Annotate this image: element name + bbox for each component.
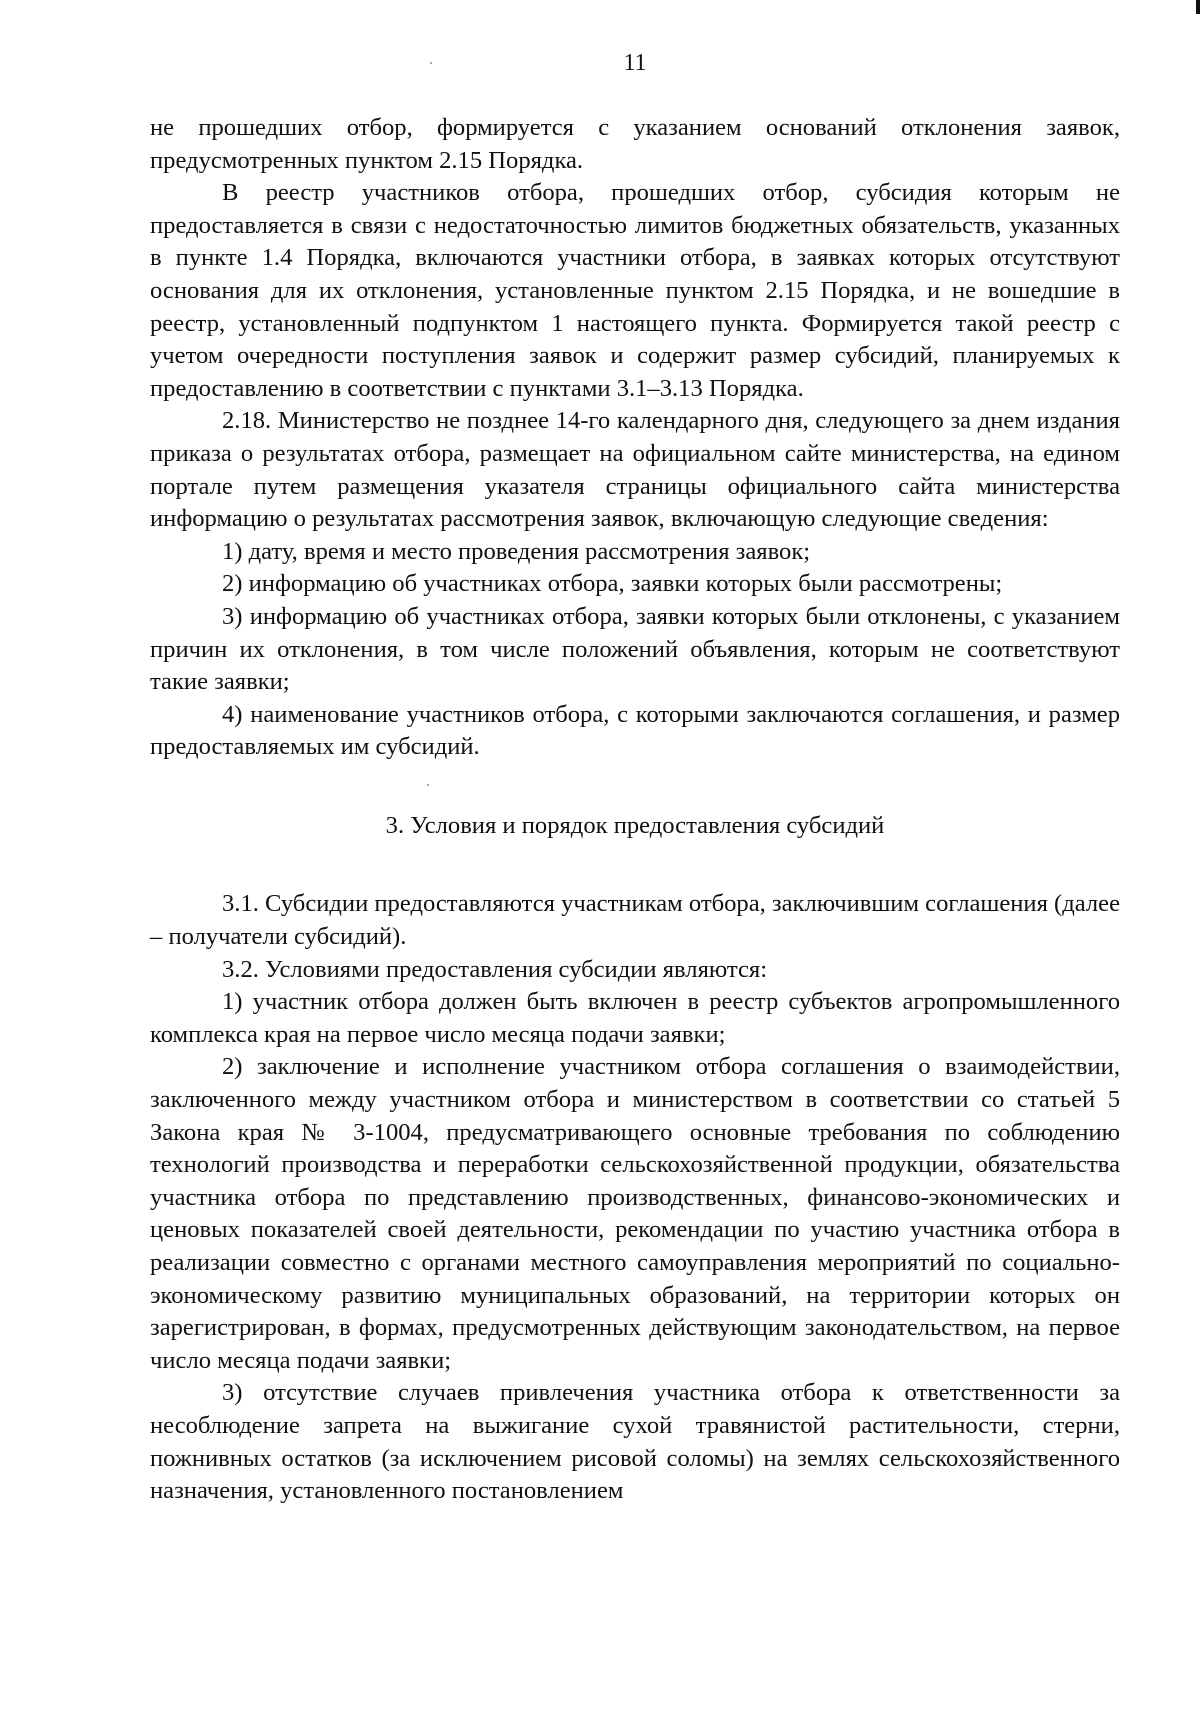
paragraph: 1) участник отбора должен быть включен в реестр субъектов агропромышленного комплекса края на первое число месяца подачи заявки; [150,988,1120,1048]
paragraph: 3) информацию об участниках отбора, заявки которых были отклонены, с указанием причин их отклонения, в том числе положений объявления, которым не соответствуют такие заявки; [150,602,1120,696]
paragraph: 2) заключение и исполнение участником отбора соглашения о взаимодействии, заключенного между участником отбора и министерством в соответствии со статьей 5 Закона края № 3-1004, предусматривающего основные требования по соблюдению технологий производства и переработки сельскохозяйственной продукции, обязательства участника отбора по представлению производственных, финансово-экономических и ценовых показателей своей деятельности, рекомендации по участию участника отбора в реализации совместно с органами местного самоуправления мероприятий по социально-экономическому развитию муниципальных образований, на территории которых он зарегистрирован, в формах, предусмотренных действующим законодательством, на первое число месяца подачи заявки; [150,1053,1120,1374]
paragraph: 1) дату, время и место проведения рассмотрения заявок; [222,537,811,565]
paragraphs-after-heading [150,888,1120,1507]
scan-edge-mark [1196,0,1200,14]
paragraph: 3) отсутствие случаев привлечения участника отбора к ответственности за несоблюдение запрета на выжигание сухой травянистой растительности, стерни, пожнивных остатков (за исключением рисовой соломы) на землях сельскохозяйственного назначения, установленного постановлением [150,1379,1120,1505]
paragraph: 2.18. Министерство не позднее 14-го календарного дня, следующего за днем издания приказа о результатах отбора, размещает на официальном сайте министерства, на едином портале путем размещения указателя страницы официального сайта министерства информацию о результатах рассмотрения заявок, включающую следующие сведения: [150,407,1120,533]
paragraph: 3.1. Субсидии предоставляются участникам отбора, заключившим соглашения (далее – получатели субсидий). [150,890,1120,951]
page-number: 11 [623,50,647,76]
paragraph: 3.2. Условиями предоставления субсидии являются: [222,955,768,983]
paragraph: В реестр участников отбора, прошедших отбор, субсидия которым не предоставляется в связи с недостаточностью лимитов бюджетных обязательств, указанных в пункте 1.4 Порядка, включаются участники отбора, в заявках которых отсутствуют основания для их отклонения, установленные пунктом 2.15 Порядка, и не вошедшие в реестр, установленный подпунктом 1 настоящего пункта. Формируется такой реестр с учетом очередности поступления заявок и содержит размер субсидий, планируемых к предоставлению в соответствии с пунктами 3.1–3.13 Порядка. [150,179,1120,402]
document-body [150,112,1120,1508]
paragraph: не прошедших отбор, формируется с указанием оснований отклонения заявок, предусмотренных пунктом 2.15 Порядка. [150,114,1120,174]
section-heading: 3. Условия и порядок предоставления субсидий [385,811,885,839]
paragraphs-before-heading [150,112,1120,764]
paragraph: 2) информацию об участниках отбора, заявки которых были рассмотрены; [222,570,1003,598]
paragraph: 4) наименование участников отбора, с которыми заключаются соглашения, и размер предоставляемых им субсидий. [150,700,1120,761]
